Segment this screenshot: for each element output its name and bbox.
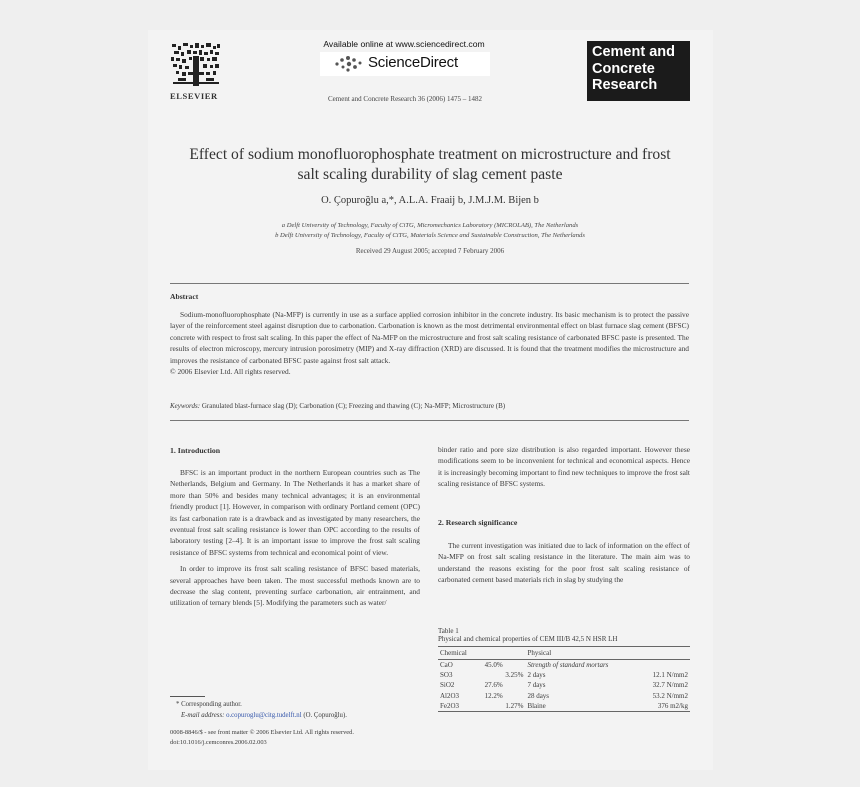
elsevier-tree-logo <box>170 42 222 90</box>
table-cell: 32.7 N/mm2 <box>652 681 688 690</box>
title-line: salt scaling durability of slag cement paste <box>297 166 563 183</box>
author-list: O. Çopuroğlu a,*, A.L.A. Fraaij b, J.M.J.M. Bijen b <box>321 195 539 206</box>
table-cell: 1.27% <box>483 701 526 712</box>
table-cell: 45.0% <box>484 661 503 669</box>
section-heading-research: 2. Research significance <box>438 518 518 527</box>
footnote-rule <box>170 696 205 697</box>
table-row <box>438 680 690 690</box>
available-online-text: Available online at www.sciencedirect.com <box>323 39 485 49</box>
research-column <box>438 540 690 591</box>
table-cell: Al2O3 <box>440 691 460 700</box>
journal-logo-line: Cement and <box>592 44 675 60</box>
table-caption: Physical and chemical properties of CEM III/B 42,5 N HSR LH <box>438 635 618 643</box>
table-cell: Strength of standard mortars <box>527 661 609 669</box>
research-paragraph: The current investigation was initiated due to lack of information on the effect of Na-MFP on frost salt scaling resistance in the literature. The main aim was to understand the reasons existing for the poor frost salt scaling resistance of carbonated cement based materials rich in slag by studying the <box>438 541 690 585</box>
paragraph-continued: binder ratio and pore size distribution is also regarded important. However these modifications seem to be inconvenient for technical and economical aspects. Hence it is increasingly becoming important to find new techniques to improve the frost salt scaling resistance of BFSC systems. <box>438 445 690 489</box>
table-row <box>438 701 690 712</box>
table-cell: CaO <box>440 661 453 669</box>
table-1 <box>438 627 690 712</box>
table-cell: 27.6% <box>484 681 503 690</box>
journal-logo <box>587 41 690 101</box>
abstract-heading: Abstract <box>170 292 199 301</box>
sciencedirect-dots-icon <box>334 55 364 73</box>
email-label: E-mail address: <box>181 712 225 719</box>
table-cell: SO3 <box>440 671 453 680</box>
table-header-physical: Physical <box>525 647 690 660</box>
right-column <box>438 444 690 495</box>
table-header-chemical: Chemical <box>438 647 525 660</box>
corresponding-author-note: * Corresponding author. <box>176 701 242 708</box>
journal-logo-line: Research <box>592 77 658 93</box>
left-column <box>170 467 420 614</box>
title-line: Effect of sodium monofluorophosphate treatment on microstructure and frost <box>189 146 671 163</box>
table-row <box>438 660 690 671</box>
affiliation-a: a Delft University of Technology, Faculty of CiTG, Micromechanics Laboratory (MICROLAB), The Netherlands <box>281 222 579 229</box>
journal-citation: Cement and Concrete Research 36 (2006) 1475 – 1482 <box>328 95 482 103</box>
table-cell: 28 days <box>527 691 550 700</box>
table-label: Table 1 <box>438 627 459 635</box>
abstract-body <box>170 309 689 377</box>
table-row <box>438 691 690 701</box>
table-cell: Blaine <box>525 701 590 712</box>
front-matter-line: 0008-8846/$ - see front matter © 2006 Elsevier Ltd. All rights reserved. <box>170 729 354 736</box>
section-heading-introduction: 1. Introduction <box>170 446 221 455</box>
table-cell: SiO2 <box>440 681 455 690</box>
article-title <box>160 145 700 185</box>
received-dates: Received 29 August 2005; accepted 7 February 2006 <box>355 247 505 255</box>
table-cell: 3.25% <box>505 671 524 680</box>
elsevier-wordmark: ELSEVIER <box>170 91 218 101</box>
keywords-text: Granulated blast-furnace slag (D); Carbonation (C); Freezing and thawing (C); Na-MFP; Microstructure (B) <box>201 402 506 410</box>
table-cell: 12.2% <box>484 691 503 700</box>
table-header-row <box>438 647 690 660</box>
abstract-text: Sodium-monofluorophosphate (Na-MFP) is currently in use as a surface applied corrosion inhibitor in the concrete industry. Its basic mechanism is to protect the passive layer of the reinforcement steel against disruption due to carbonation. Carbonation is known as the most detrimental environmental effect on blast furnace slag cement (BFSC) concrete with respect to frost salt scaling. In this paper the effect of Na-MFP on the microstructure and frost salt scaling resistance of carbonated BFSC paste is presented. The results of electron microscopy, mercury intrusion porosimetry (MIP) and X-ray diffraction (XRD) are discussed. It is found that the treatment modifies the microstructure and improves the resistance of carbonated BFSC paste against frost salt attack. <box>170 310 689 365</box>
journal-logo-line: Concrete <box>592 60 655 77</box>
email-note <box>181 712 347 719</box>
intro-paragraph: In order to improve its frost salt scaling resistance of BFSC based materials, several approaches have been taken. The most successful methods known are to decrease the slag content, preventing surface carbonation, air entrainment, and utilization of ternary blends [5]. Modifying the parameters such as water/ <box>170 564 420 608</box>
table-cell: 53.2 N/mm2 <box>652 691 688 700</box>
table-cell: 7 days <box>527 681 546 690</box>
sciencedirect-wordmark: ScienceDirect <box>368 54 458 71</box>
email-link[interactable]: o.copuroglu@citg.tudelft.nl <box>226 712 302 719</box>
intro-paragraph: BFSC is an important product in the northern European countries such as The Netherlands, Belgium and Germany. In The Netherlands it has a market share of more than 50% and besides many technical advantages; it is an environmental friendly product [1]. However, in comparison with ordinary Portland cement (OPC) its fast carbonation rate is a drawback and as investigated by many researchers, the eventual frost salt scaling resistance is lower than OPC according to the results of laboratory testing [2–4]. It is an important issue to improve the frost salt scaling resistance of BFSC systems from technical and economical point of view. <box>170 468 420 557</box>
table-cell: 12.1 N/mm2 <box>652 671 688 680</box>
properties-table <box>438 646 690 712</box>
table-row <box>438 670 690 680</box>
doi-line[interactable]: doi:10.1016/j.cemconres.2006.02.003 <box>170 739 267 746</box>
keywords <box>170 402 505 410</box>
table-cell: 376 m2/kg <box>590 701 690 712</box>
email-suffix: (O. Çopuroğlu). <box>303 712 347 719</box>
copyright-line: © 2006 Elsevier Ltd. All rights reserved. <box>170 367 291 377</box>
divider <box>170 420 689 421</box>
table-cell: Fe2O3 <box>438 701 483 712</box>
affiliation-b: b Delft University of Technology, Faculty of CiTG, Materials Science and Sustainable Construction, The Netherlands <box>275 232 585 239</box>
divider <box>170 283 689 284</box>
keywords-label: Keywords: <box>170 402 201 410</box>
table-cell: 2 days <box>527 671 546 680</box>
